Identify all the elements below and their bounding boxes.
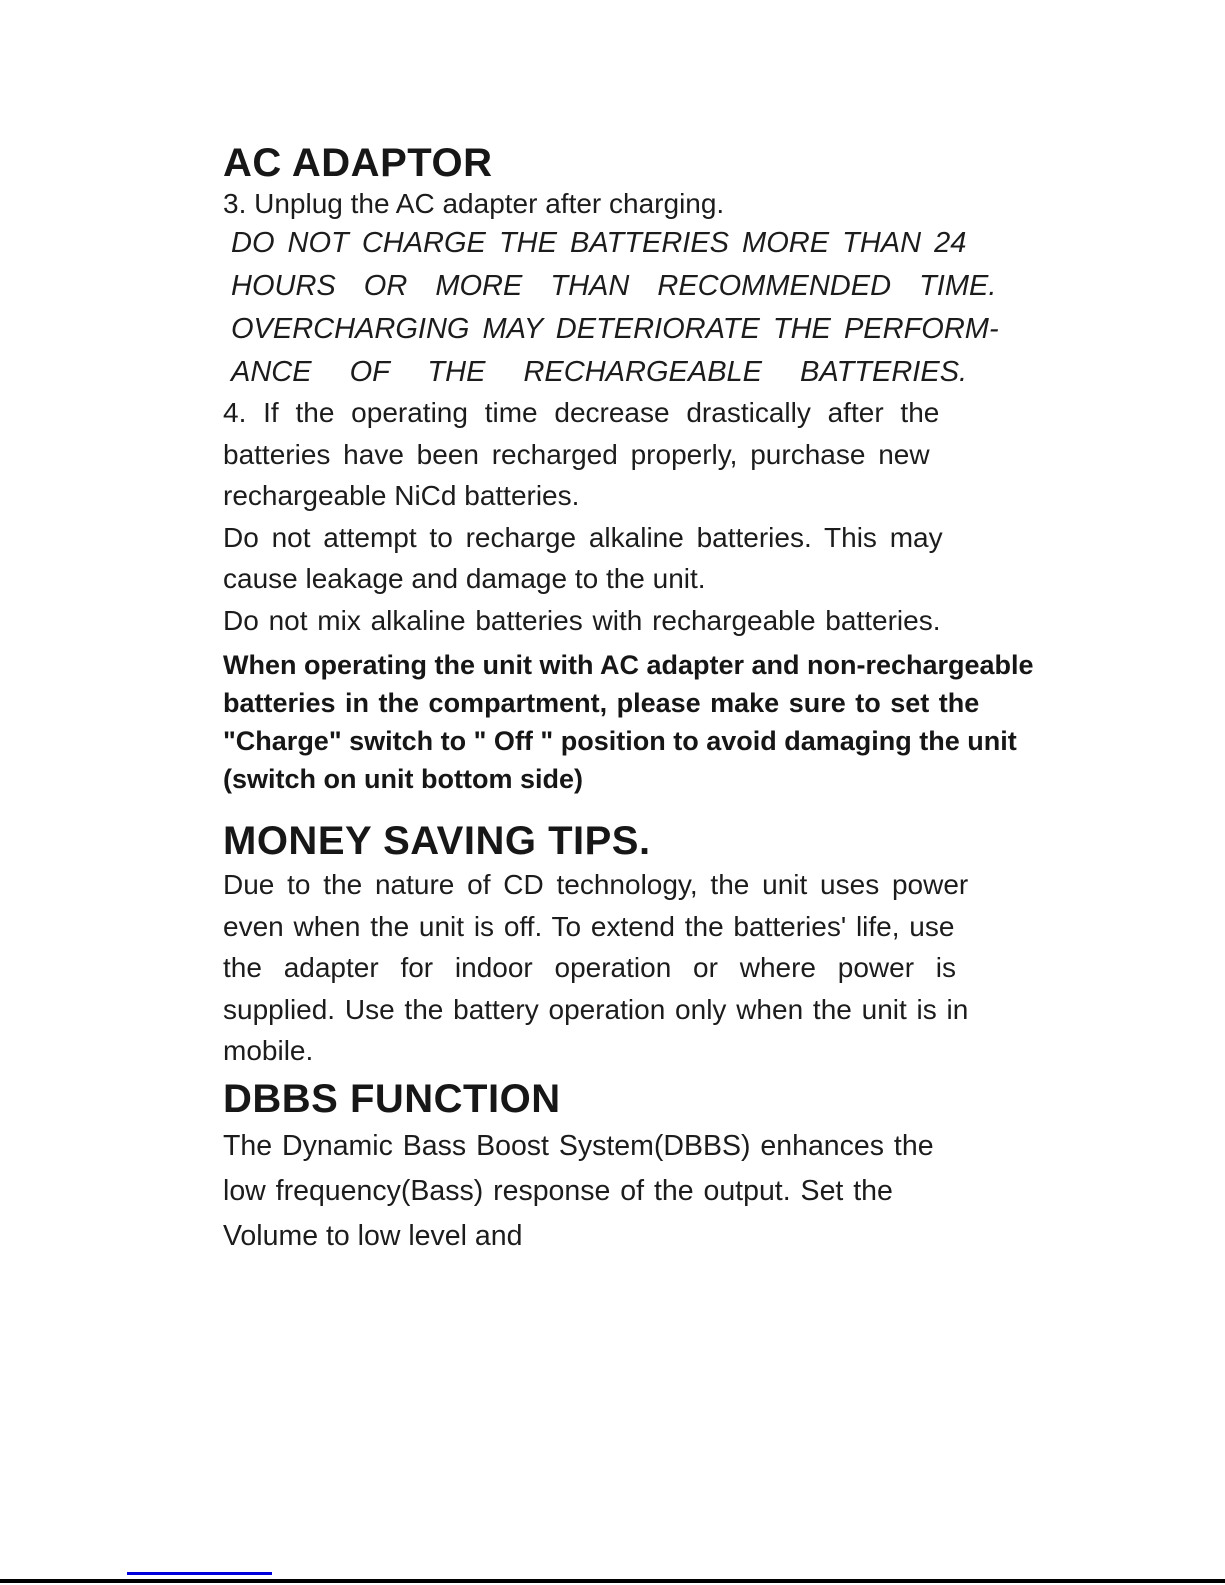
ac-operation-note-block [223, 646, 1034, 798]
note-line: When operating the unit with AC adapter and non-rechargeable [223, 650, 1034, 680]
paragraph-line: Do not mix alkaline batteries with rechargeable batteries. [223, 604, 941, 636]
step-3-text: 3. Unplug the AC adapter after charging. [223, 188, 725, 219]
paragraph-line: the adapter for indoor operation or where power is [223, 952, 957, 983]
warning-line: ANCE OF THE RECHARGEABLE BATTERIES. [231, 356, 968, 388]
paragraph-line: low frequency(Bass) response of the output. Set the [223, 1175, 893, 1207]
section-heading-money-saving-tips: MONEY SAVING TIPS. [223, 819, 651, 863]
paragraph-line: rechargeable NiCd batteries. [223, 480, 580, 511]
warning-line: OVERCHARGING MAY DETERIORATE THE PERFORM- [231, 313, 999, 345]
note-line: (switch on unit bottom side) [223, 764, 583, 794]
paragraph-line: Volume to low level and [223, 1220, 523, 1252]
charge-warning-block [231, 222, 999, 394]
step-4-block [223, 392, 943, 641]
paragraph-line: 4. If the operating time decrease drastically after the [223, 397, 940, 428]
paragraph-line: Due to the nature of CD technology, the unit uses power [223, 869, 969, 900]
paragraph-line: batteries have been recharged properly, purchase new [223, 438, 930, 470]
warning-line: DO NOT CHARGE THE BATTERIES MORE THAN 24 [231, 227, 967, 259]
section-heading-ac-adaptor: AC ADAPTOR [223, 141, 493, 185]
bottom-link-underline[interactable] [127, 1572, 272, 1575]
note-line: batteries in the compartment, please make sure to set the [223, 688, 980, 718]
paragraph-line: The Dynamic Bass Boost System(DBBS) enhances the [223, 1130, 934, 1162]
paragraph-line: supplied. Use the battery operation only when the unit is in [223, 993, 969, 1025]
warning-line: HOURS OR MORE THAN RECOMMENDED TIME. [231, 270, 997, 302]
money-saving-block [223, 864, 968, 1072]
paragraph-line: Do not attempt to recharge alkaline batteries. This may [223, 521, 943, 553]
dbbs-block [223, 1124, 934, 1259]
section-heading-dbbs-function: DBBS FUNCTION [223, 1077, 561, 1121]
paragraph-line: cause leakage and damage to the unit. [223, 563, 706, 594]
note-line: "Charge" switch to " Off " position to avoid damaging the unit [223, 726, 1017, 756]
paragraph-line: mobile. [223, 1035, 314, 1066]
paragraph-line: even when the unit is off. To extend the batteries' life, use [223, 910, 955, 942]
bottom-page-rule [0, 1579, 1225, 1583]
